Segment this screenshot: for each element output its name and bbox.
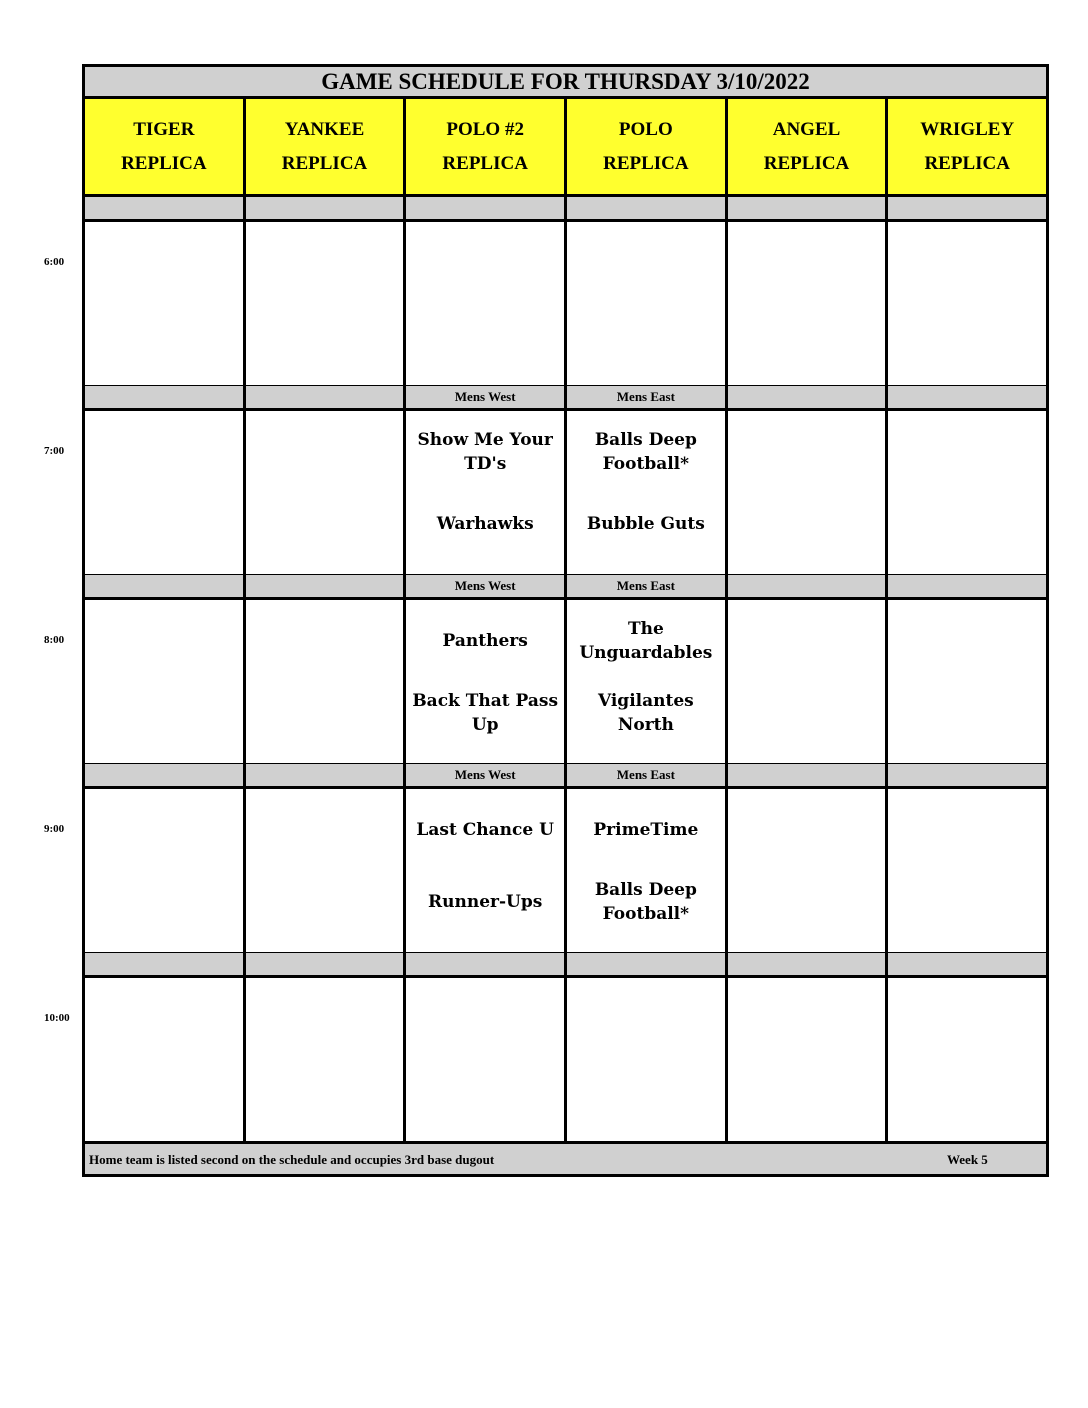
- division-label: [85, 386, 246, 408]
- division-bar: [85, 953, 1046, 978]
- division-label: [888, 953, 1046, 975]
- game-cell: [246, 978, 407, 1141]
- division-label: [888, 197, 1046, 219]
- game-cell: [85, 600, 246, 763]
- field-header-angel: [728, 99, 889, 194]
- away-team: [250, 234, 400, 292]
- home-team: [250, 306, 400, 364]
- field-header-polo: [567, 99, 728, 194]
- game-cell: [406, 789, 567, 952]
- home-team: [732, 1062, 882, 1120]
- field-header-row: [85, 99, 1046, 197]
- game-cell: [406, 222, 567, 385]
- game-cell: [888, 789, 1046, 952]
- field-header-polo-2: [406, 99, 567, 194]
- division-label: [406, 197, 567, 219]
- game-cell: [888, 978, 1046, 1141]
- division-label: [888, 386, 1046, 408]
- game-cell: [246, 411, 407, 574]
- home-team: [892, 495, 1042, 553]
- division-label: [246, 953, 407, 975]
- week-label: Week 5: [947, 1152, 988, 1167]
- away-team: [571, 234, 721, 292]
- game-row: [85, 600, 1046, 766]
- game-cell: [246, 600, 407, 763]
- field-type: REPLICA: [121, 152, 207, 174]
- home-team: [89, 684, 239, 742]
- division-label: Mens East: [567, 575, 728, 597]
- away-team: [892, 612, 1042, 670]
- home-team: [732, 306, 882, 364]
- field-header-tiger: [85, 99, 246, 194]
- game-cell: [728, 411, 889, 574]
- home-team: [89, 873, 239, 931]
- game-cell: [567, 789, 728, 952]
- field-name: POLO: [618, 118, 673, 140]
- division-label: [888, 575, 1046, 597]
- division-label: [246, 386, 407, 408]
- field-name: ANGEL: [772, 118, 841, 140]
- game-cell: [888, 411, 1046, 574]
- field-header-wrigley: [888, 99, 1046, 194]
- home-team: [732, 873, 882, 931]
- home-team: [732, 495, 882, 553]
- home-team: [732, 684, 882, 742]
- schedule-title: GAME SCHEDULE FOR THURSDAY 3/10/2022: [85, 67, 1046, 99]
- away-team: PrimeTime: [593, 820, 699, 840]
- home-team: [892, 684, 1042, 742]
- division-label: Mens West: [406, 386, 567, 408]
- away-team: [732, 612, 882, 670]
- division-bar: [85, 764, 1046, 789]
- away-team: [732, 801, 882, 859]
- field-name: POLO #2: [446, 118, 524, 140]
- game-cell: [246, 789, 407, 952]
- home-team: [410, 306, 560, 364]
- division-bar: [85, 197, 1046, 222]
- home-team: [571, 306, 721, 364]
- division-label: [246, 575, 407, 597]
- away-team: [89, 990, 239, 1048]
- schedule-sheet: [82, 64, 1049, 1177]
- away-team: [89, 801, 239, 859]
- division-label: [567, 197, 728, 219]
- game-cell: [567, 600, 728, 763]
- away-team: [250, 801, 400, 859]
- game-cell: [246, 222, 407, 385]
- away-team: [892, 234, 1042, 292]
- home-team: [892, 1062, 1042, 1120]
- away-team: The Unguardables: [579, 619, 713, 663]
- home-team: [571, 1062, 721, 1120]
- division-label: [85, 953, 246, 975]
- field-type: REPLICA: [924, 152, 1010, 174]
- division-label: [85, 575, 246, 597]
- game-cell: [728, 789, 889, 952]
- home-team: Vigilantes North: [597, 691, 694, 735]
- game-row: [85, 978, 1046, 1144]
- time-label: 8:00: [44, 634, 65, 646]
- division-label: [728, 953, 889, 975]
- home-team: Bubble Guts: [586, 514, 705, 534]
- away-team: Balls Deep Football*: [594, 430, 697, 474]
- game-cell: [888, 600, 1046, 763]
- game-cell: [728, 978, 889, 1141]
- division-bar: [85, 575, 1046, 600]
- away-team: [571, 990, 721, 1048]
- away-team: Last Chance U: [416, 820, 554, 840]
- division-label: [728, 386, 889, 408]
- away-team: [250, 423, 400, 481]
- home-team: [89, 495, 239, 553]
- home-team: Balls Deep Football*: [594, 880, 697, 924]
- away-team: [892, 423, 1042, 481]
- game-cell: [85, 789, 246, 952]
- division-label: [728, 575, 889, 597]
- away-team: [89, 234, 239, 292]
- game-cell: [406, 411, 567, 574]
- game-cell: [567, 411, 728, 574]
- field-name: WRIGLEY: [920, 118, 1015, 140]
- home-team: Warhawks: [436, 514, 534, 534]
- game-cell: [567, 222, 728, 385]
- away-team: [250, 990, 400, 1048]
- division-label: [406, 953, 567, 975]
- home-team-note: Home team is listed second on the schedule and occupies 3rd base dugout: [89, 1152, 495, 1167]
- field-type: REPLICA: [603, 152, 689, 174]
- field-name: YANKEE: [284, 118, 365, 140]
- away-team: Show Me Your TD's: [417, 430, 553, 474]
- division-label: [246, 197, 407, 219]
- game-cell: [406, 978, 567, 1141]
- away-team: [89, 423, 239, 481]
- division-label: [888, 764, 1046, 786]
- home-team: Runner-Ups: [428, 892, 543, 912]
- division-bar: [85, 386, 1046, 411]
- time-label: 7:00: [44, 445, 65, 457]
- division-label: [728, 764, 889, 786]
- home-team: [410, 1062, 560, 1120]
- time-label: 9:00: [44, 823, 65, 835]
- schedule-footer: [85, 1144, 1046, 1174]
- away-team: [892, 801, 1042, 859]
- field-header-yankee: [246, 99, 407, 194]
- home-team: Back That Pass Up: [412, 691, 559, 735]
- away-team: [410, 234, 560, 292]
- game-cell: [728, 600, 889, 763]
- division-label: Mens West: [406, 575, 567, 597]
- game-cell: [85, 222, 246, 385]
- division-label: [567, 953, 728, 975]
- away-team: Panthers: [442, 631, 528, 651]
- away-team: [732, 990, 882, 1048]
- division-label: [246, 764, 407, 786]
- division-label: Mens East: [567, 764, 728, 786]
- game-row: [85, 411, 1046, 577]
- home-team: [250, 495, 400, 553]
- game-cell: [888, 222, 1046, 385]
- game-row: [85, 789, 1046, 955]
- away-team: [89, 612, 239, 670]
- division-label: [85, 197, 246, 219]
- division-label: [728, 197, 889, 219]
- field-name: TIGER: [133, 118, 195, 140]
- game-cell: [728, 222, 889, 385]
- field-type: REPLICA: [442, 152, 528, 174]
- away-team: [410, 990, 560, 1048]
- time-label: 6:00: [44, 256, 65, 268]
- game-row: [85, 222, 1046, 388]
- away-team: [250, 612, 400, 670]
- game-cell: [85, 978, 246, 1141]
- home-team: [250, 1062, 400, 1120]
- home-team: [250, 684, 400, 742]
- field-type: REPLICA: [281, 152, 368, 174]
- game-cell: [567, 978, 728, 1141]
- division-label: [85, 764, 246, 786]
- away-team: [732, 234, 882, 292]
- division-label: Mens West: [406, 764, 567, 786]
- home-team: [89, 1062, 239, 1120]
- away-team: [892, 990, 1042, 1048]
- game-cell: [406, 600, 567, 763]
- home-team: [250, 873, 400, 931]
- away-team: [732, 423, 882, 481]
- field-type: REPLICA: [763, 152, 850, 174]
- game-cell: [85, 411, 246, 574]
- home-team: [892, 873, 1042, 931]
- time-label: 10:00: [44, 1012, 70, 1024]
- home-team: [892, 306, 1042, 364]
- division-label: Mens East: [567, 386, 728, 408]
- home-team: [89, 306, 239, 364]
